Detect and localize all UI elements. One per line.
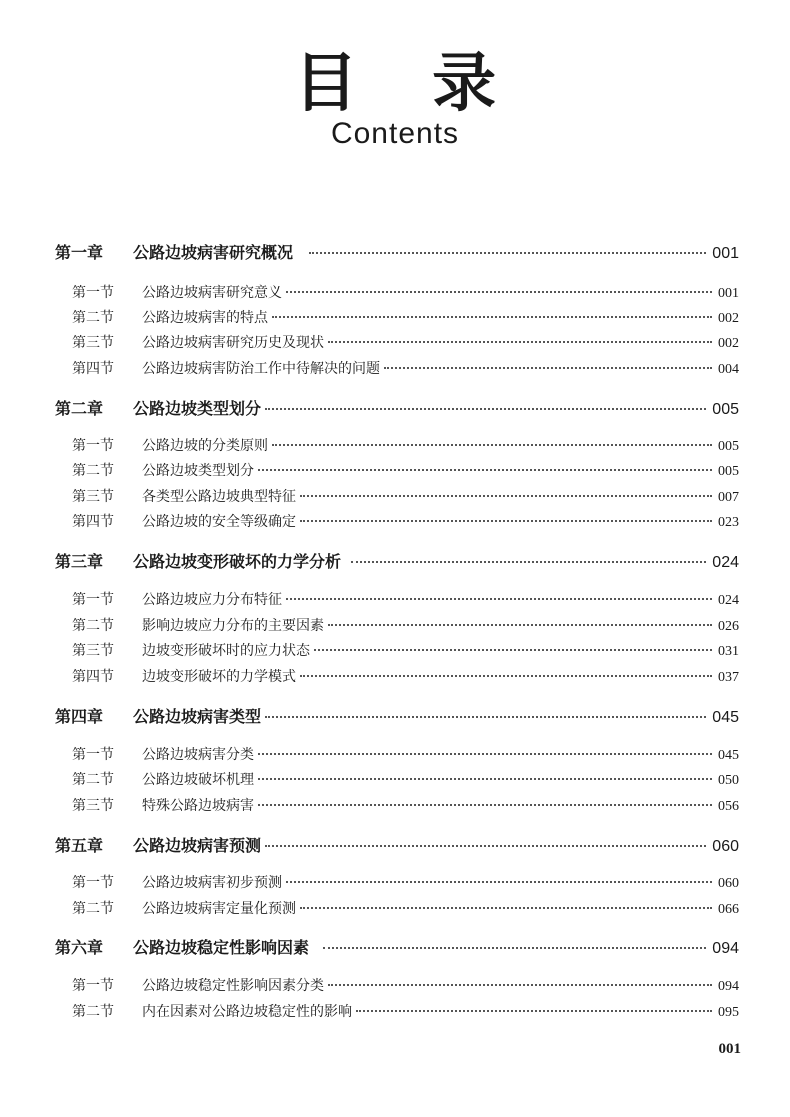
- section-number: 第一节: [72, 747, 114, 763]
- section-row[interactable]: [72, 307, 739, 327]
- section-page: 056: [718, 799, 739, 814]
- chapter-row[interactable]: [55, 833, 739, 856]
- chapter-title: 公路边坡病害类型: [133, 707, 262, 726]
- section-number: 第四节: [72, 514, 114, 530]
- chapter-row[interactable]: [55, 549, 739, 572]
- section-page: 031: [718, 644, 739, 659]
- chapter-title: 公路边坡稳定性影响因素: [133, 938, 310, 957]
- dot-leader: [258, 753, 712, 755]
- dot-leader: [356, 1010, 712, 1012]
- section-title: 公路边坡的分类原则: [142, 438, 268, 454]
- dot-leader: [309, 252, 706, 254]
- section-number: 第一节: [72, 592, 114, 608]
- section-row[interactable]: [72, 460, 739, 480]
- section-page: 095: [718, 1005, 739, 1020]
- section-title: 各类型公路边坡典型特征: [142, 489, 296, 505]
- section-number: 第一节: [72, 978, 114, 994]
- dot-leader: [328, 624, 712, 626]
- section-row[interactable]: [72, 358, 739, 378]
- chapter-row[interactable]: [55, 704, 739, 727]
- section-row[interactable]: [72, 615, 739, 635]
- dot-leader: [258, 778, 712, 780]
- chapter-number: 第一章: [55, 243, 104, 262]
- section-row[interactable]: [72, 769, 739, 789]
- section-number: 第二节: [72, 772, 114, 788]
- dot-leader: [258, 469, 712, 471]
- dot-leader: [265, 716, 706, 718]
- dot-leader: [272, 316, 712, 318]
- page-number: 001: [718, 1041, 741, 1057]
- section-number: 第三节: [72, 798, 114, 814]
- section-number: 第二节: [72, 618, 114, 634]
- section-page: 002: [718, 336, 739, 351]
- chapter-number: 第四章: [55, 707, 104, 726]
- chapter-title: 公路边坡病害预测: [133, 836, 262, 855]
- section-row[interactable]: [72, 744, 739, 764]
- chapter-row[interactable]: [55, 240, 739, 263]
- section-row[interactable]: [72, 795, 739, 815]
- dot-leader: [351, 561, 706, 563]
- section-title: 边坡变形破坏时的应力状态: [142, 643, 310, 659]
- dot-leader: [300, 520, 712, 522]
- dot-leader: [300, 495, 712, 497]
- section-number: 第二节: [72, 463, 114, 479]
- chapter-title: 公路边坡病害研究概况: [133, 243, 294, 262]
- section-row[interactable]: [72, 666, 739, 686]
- section-title: 公路边坡破坏机理: [142, 772, 254, 788]
- chapter-page: 005: [712, 401, 739, 418]
- page-title: 目 录: [293, 46, 523, 121]
- section-row[interactable]: [72, 1001, 739, 1021]
- section-page: 005: [718, 464, 739, 479]
- section-row[interactable]: [72, 282, 739, 302]
- section-title: 公路边坡病害研究意义: [142, 285, 282, 301]
- section-row[interactable]: [72, 435, 739, 455]
- section-number: 第三节: [72, 489, 114, 505]
- section-title: 内在因素对公路边坡稳定性的影响: [142, 1004, 352, 1020]
- section-title: 公路边坡应力分布特征: [142, 592, 282, 608]
- dot-leader: [286, 291, 712, 293]
- section-number: 第一节: [72, 875, 114, 891]
- section-page: 045: [718, 748, 739, 763]
- section-row[interactable]: [72, 511, 739, 531]
- section-number: 第一节: [72, 285, 114, 301]
- dot-leader: [258, 804, 712, 806]
- section-number: 第四节: [72, 361, 114, 377]
- section-page: 094: [718, 979, 739, 994]
- section-row[interactable]: [72, 640, 739, 660]
- dot-leader: [300, 907, 712, 909]
- chapter-page: 001: [712, 245, 739, 262]
- section-page: 037: [718, 670, 739, 685]
- dot-leader: [265, 845, 706, 847]
- section-row[interactable]: [72, 486, 739, 506]
- chapter-page: 060: [712, 838, 739, 855]
- section-title: 边坡变形破坏的力学模式: [142, 669, 296, 685]
- section-page: 024: [718, 593, 739, 608]
- dot-leader: [384, 367, 712, 369]
- section-row[interactable]: [72, 332, 739, 352]
- dot-leader: [300, 675, 712, 677]
- section-title: 公路边坡类型划分: [142, 463, 254, 479]
- dot-leader: [286, 598, 712, 600]
- section-title: 公路边坡的安全等级确定: [142, 514, 296, 530]
- section-row[interactable]: [72, 975, 739, 995]
- chapter-title: 公路边坡变形破坏的力学分析: [133, 552, 342, 571]
- section-title: 公路边坡病害定量化预测: [142, 901, 296, 917]
- dot-leader: [265, 408, 706, 410]
- section-page: 001: [718, 286, 739, 301]
- chapter-number: 第二章: [55, 399, 104, 418]
- section-number: 第三节: [72, 643, 114, 659]
- section-row[interactable]: [72, 872, 739, 892]
- section-number: 第四节: [72, 669, 114, 685]
- section-number: 第一节: [72, 438, 114, 454]
- section-page: 007: [718, 490, 739, 505]
- chapter-number: 第五章: [55, 836, 104, 855]
- section-page: 026: [718, 619, 739, 634]
- section-title: 影响边坡应力分布的主要因素: [142, 618, 324, 634]
- section-number: 第二节: [72, 901, 114, 917]
- chapter-title: 公路边坡类型划分: [133, 399, 262, 418]
- dot-leader: [323, 947, 706, 949]
- section-page: 060: [718, 876, 739, 891]
- section-page: 050: [718, 773, 739, 788]
- dot-leader: [328, 341, 712, 343]
- section-page: 023: [718, 515, 739, 530]
- section-page: 066: [718, 902, 739, 917]
- section-title: 公路边坡病害研究历史及现状: [142, 335, 324, 351]
- section-page: 004: [718, 362, 739, 377]
- section-title: 公路边坡病害的特点: [142, 310, 268, 326]
- chapter-row[interactable]: [55, 396, 739, 419]
- section-row[interactable]: [72, 589, 739, 609]
- chapter-number: 第六章: [55, 938, 104, 957]
- section-number: 第二节: [72, 310, 114, 326]
- section-row[interactable]: [72, 898, 739, 918]
- chapter-number: 第三章: [55, 552, 104, 571]
- section-title: 公路边坡病害防治工作中待解决的问题: [142, 361, 380, 377]
- section-page: 002: [718, 311, 739, 326]
- chapter-page: 024: [712, 554, 739, 571]
- dot-leader: [314, 649, 712, 651]
- section-number: 第三节: [72, 335, 114, 351]
- section-title: 公路边坡病害初步预测: [142, 875, 282, 891]
- section-title: 公路边坡病害分类: [142, 747, 254, 763]
- page-subtitle: Contents: [330, 117, 460, 150]
- chapter-page: 045: [712, 709, 739, 726]
- chapter-page: 094: [712, 940, 739, 957]
- dot-leader: [272, 444, 712, 446]
- chapter-row[interactable]: [55, 935, 739, 958]
- dot-leader: [286, 881, 712, 883]
- section-page: 005: [718, 439, 739, 454]
- section-title: 公路边坡稳定性影响因素分类: [142, 978, 324, 994]
- section-number: 第二节: [72, 1004, 114, 1020]
- section-title: 特殊公路边坡病害: [142, 798, 254, 814]
- dot-leader: [328, 984, 712, 986]
